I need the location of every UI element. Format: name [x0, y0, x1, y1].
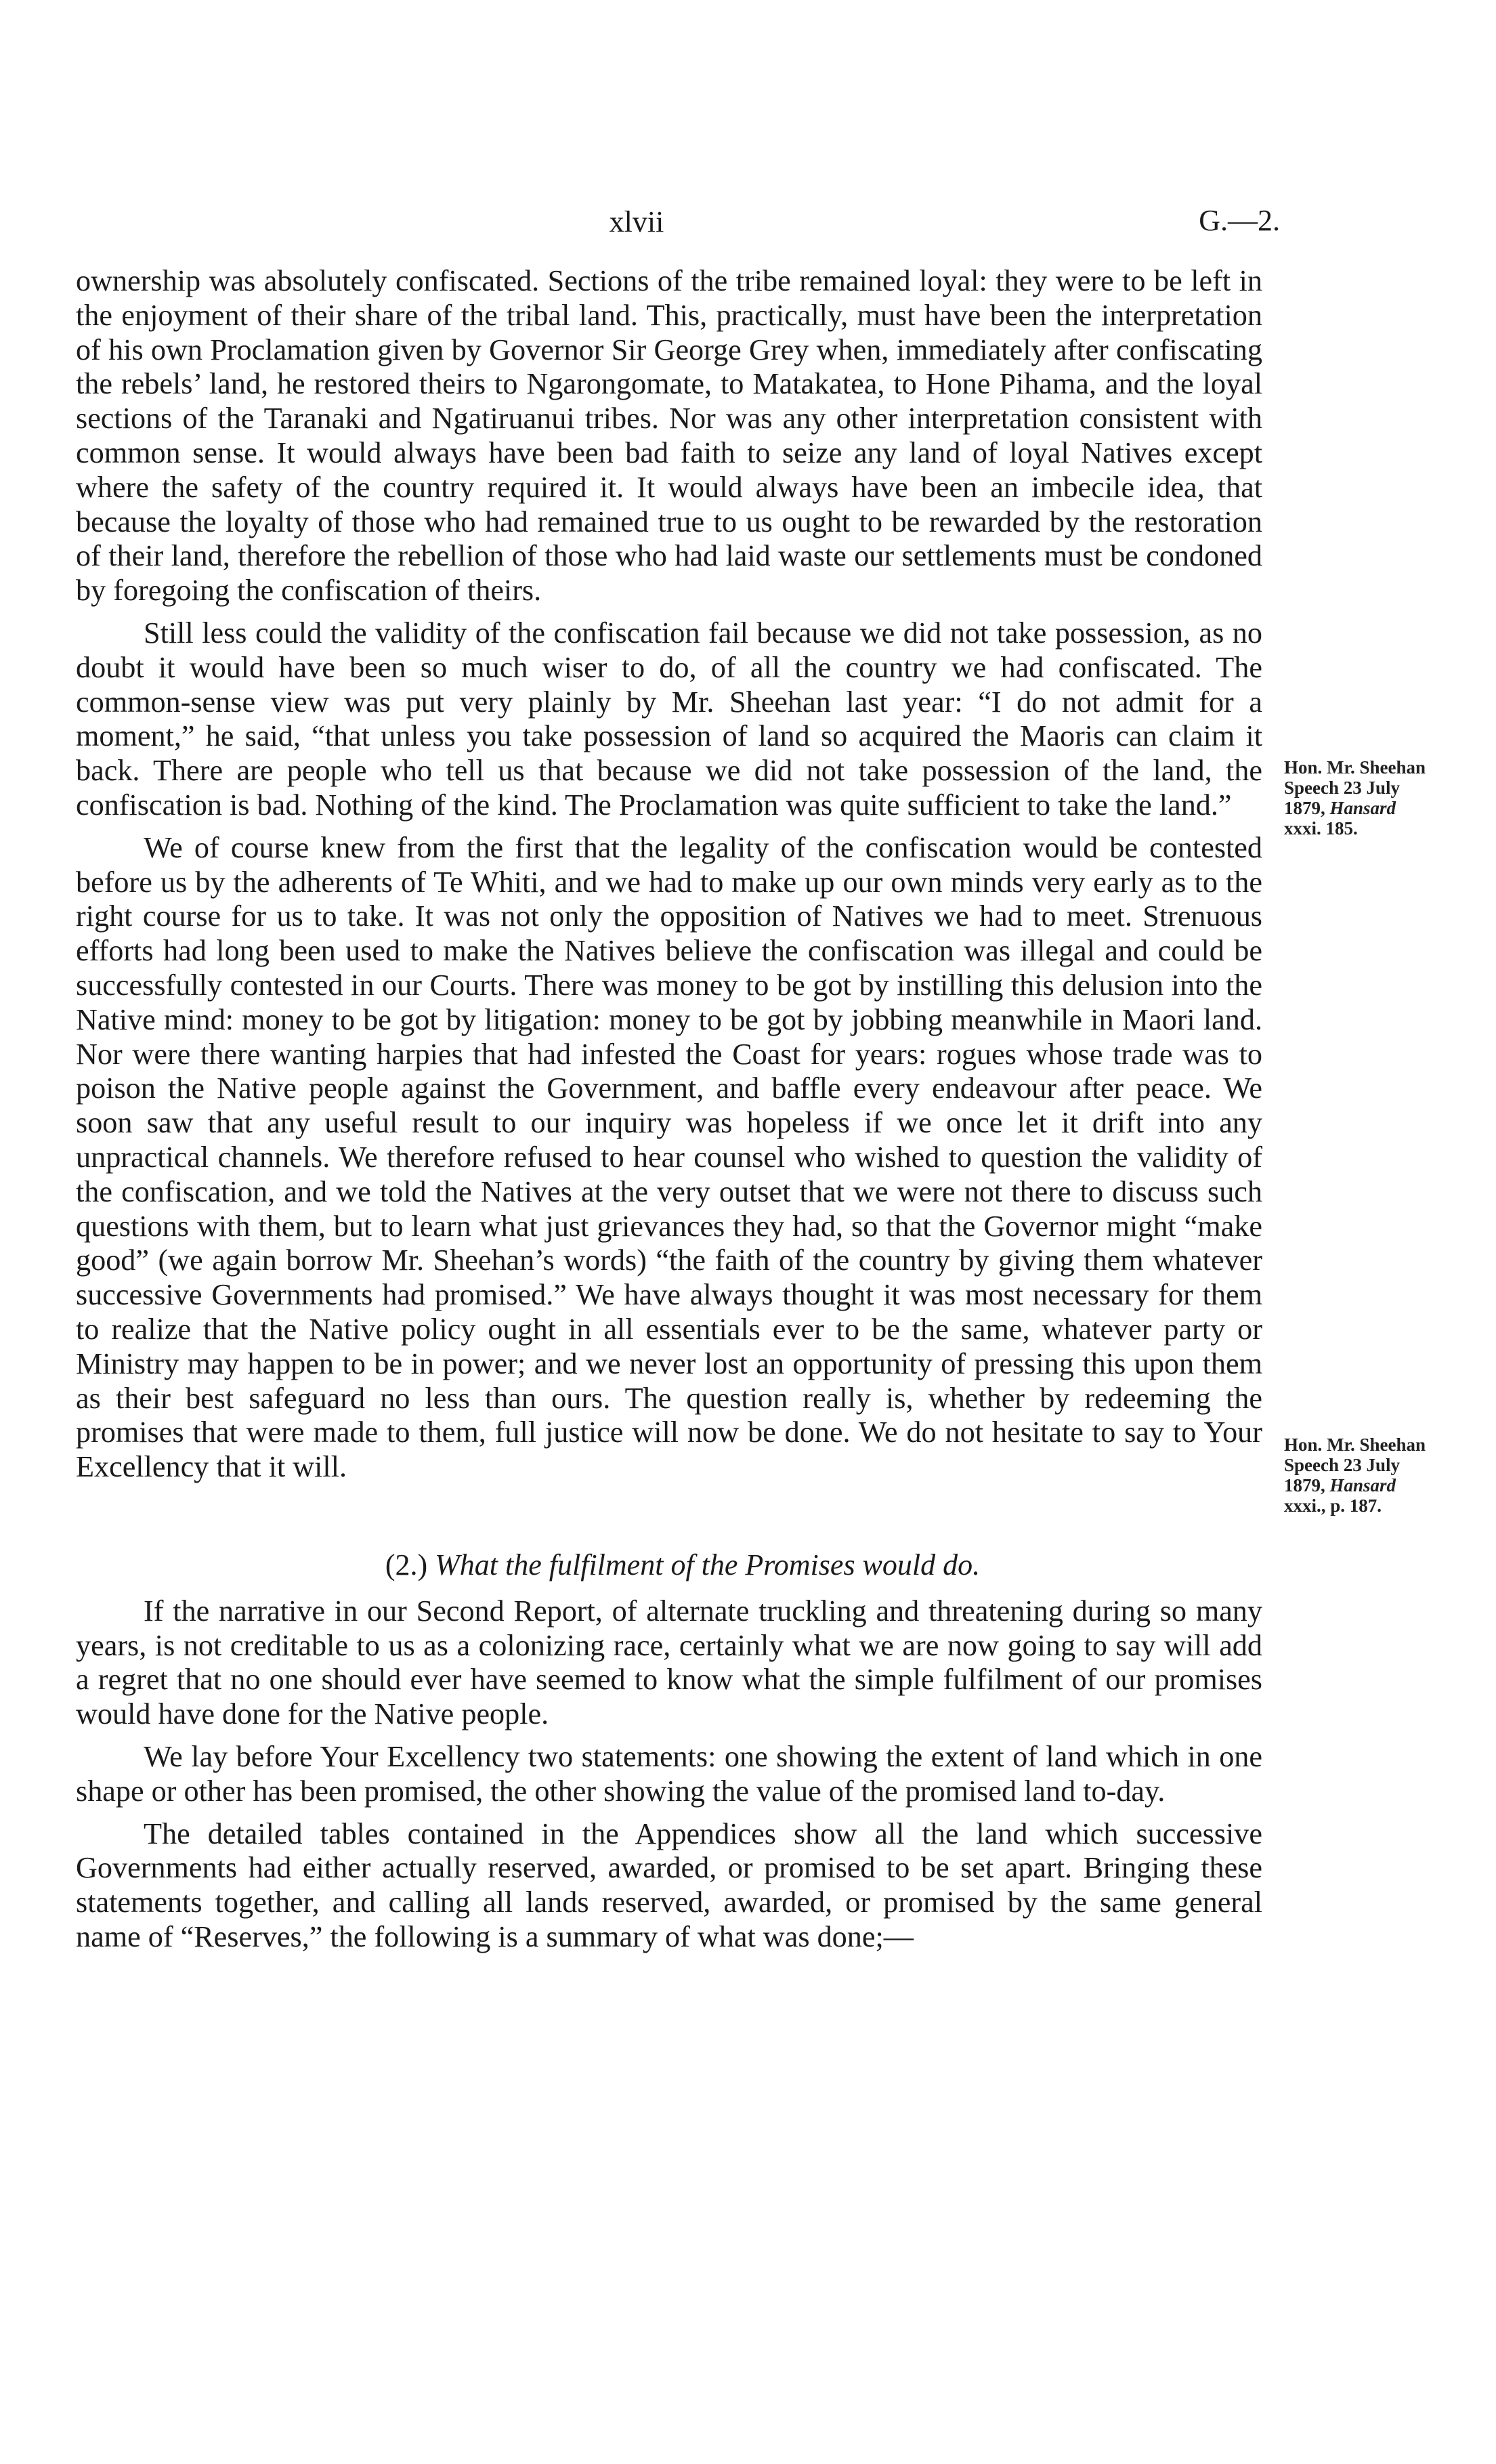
margin-note-2 — [1284, 1435, 1460, 1516]
paragraph-3: We of course knew from the first that the legality of the confiscation would be contested before us by the adherents of Te Whiti, and we had to make up our own minds very early as to the right course for us to take. It was not only the opposition of Natives we had to meet. Strenuous efforts had long been used to make the Natives believe the confiscation was illegal and could be successfully contested in our Courts. There was money to be got by instilling this delusion into the Native mind: money to be got by litigation: money to be got by jobbing meanwhile in Maori land. Nor were there wanting harpies that had infested the Coast for years: rogues whose trade was to poison the Native people against the Government, and baffle every endeavour after peace. We soon saw that any useful result to our inquiry was hopeless if we once let it drift into any unpractical channels. We therefore refused to hear counsel who wished to question the validity of the confiscation, and we told the Natives at the very outset that we were not there to discuss such questions with them, but to learn what just grievances they had, so that the Governor might “make good” (we again borrow Mr. Sheehan’s words) “the faith of the country by giving them whatever successive Governments had promised.” We have always thought it was most necessary for them to realize that the Native policy ought in all essentials ever to be the same, whatever party or Ministry may happen to be in power; and we never lost an opportunity of pressing this upon them as their best safeguard no less than ours. The question really is, whether by redeeming the promises that were made to them, full justice will now be done. We do not hesitate to say to Your Excellency that it will. — [76, 830, 1262, 1484]
paragraph-5: We lay before Your Excellency two statements: one showing the extent of land which in one shape or other has been promised, the other showing the value of the promised land to-day. — [76, 1740, 1262, 1808]
section-title: What the fulfilment of the Promises would do. — [435, 1548, 981, 1581]
margin-note-year: 1879, Hansard — [1284, 798, 1396, 818]
margin-note-ref: xxxi. 185. — [1284, 818, 1358, 838]
paragraph-4: If the narrative in our Second Report, of alternate truckling and threatening during so many years, is not creditable to us as a colonizing race, certainly what we are now going to say will add a regret that no one should ever have seemed to know what the simple fulfilment of our promises would have done for the Native people. — [76, 1594, 1262, 1731]
page-number: xlvii — [609, 205, 664, 238]
paragraph-6: The detailed tables contained in the Appendices show all the land which successive Governments had either actually reserved, awarded, or promised to be set apart. Bringing these statements together, and calling all lands reserved, awarded, or promised by the same general name of “Reserves,” the following is a summary of what was done;— — [76, 1817, 1262, 1954]
margin-note-speech: Speech 23 July — [1284, 1455, 1401, 1475]
margin-note-year: 1879, Hansard — [1284, 1475, 1396, 1495]
margin-note-1 — [1284, 757, 1460, 838]
paragraph-2: Still less could the validity of the confiscation fail because we did not take possession, as no doubt it would have been so much wiser to do, of all the country we had confiscated. The common-sense view was put very plainly by Mr. Sheehan last year: “I do not admit for a moment,” he said, “that unless you take possession of land so acquired the Maoris can claim it back. There are people who tell us that because we did not take possession of the land, the confiscation is bad. Nothing of the kind. The Proclamation was quite sufficient to take the land.” — [76, 616, 1262, 822]
paragraph-1: ownership was absolutely confiscated. Sections of the tribe remained loyal: they were to be left in the enjoyment of their share of the tribal land. This, practically, must have been the interpretation of his own Proclamation given by Governor Sir George Grey when, immediately after confiscating the rebels’ land, he restored theirs to Ngarongomate, to Matakatea, to Hone Pihama, and the loyal sections of the Taranaki and Ngatiruanui tribes. Nor was any other interpretation consistent with common sense. It would always have been bad faith to seize any land of loyal Natives except where the safety of the country required it. It would always have been an imbecile idea, that because the loyalty of those who had remained true to us ought to be rewarded by the restoration of their land, therefore the rebellion of those who had laid waste our settlements must be condoned by foregoing the confiscation of theirs. — [76, 264, 1262, 608]
margin-note-ref: xxxi., p. 187. — [1284, 1495, 1382, 1516]
document-code: G.—2. — [1199, 204, 1280, 237]
section-number: (2.) — [385, 1548, 428, 1581]
margin-note-author: Hon. Mr. Sheehan — [1284, 1435, 1426, 1455]
main-text — [76, 264, 1262, 1955]
margin-note-speech: Speech 23 July — [1284, 778, 1401, 798]
section-heading — [76, 1548, 1262, 1582]
margin-note-author: Hon. Mr. Sheehan — [1284, 757, 1426, 778]
